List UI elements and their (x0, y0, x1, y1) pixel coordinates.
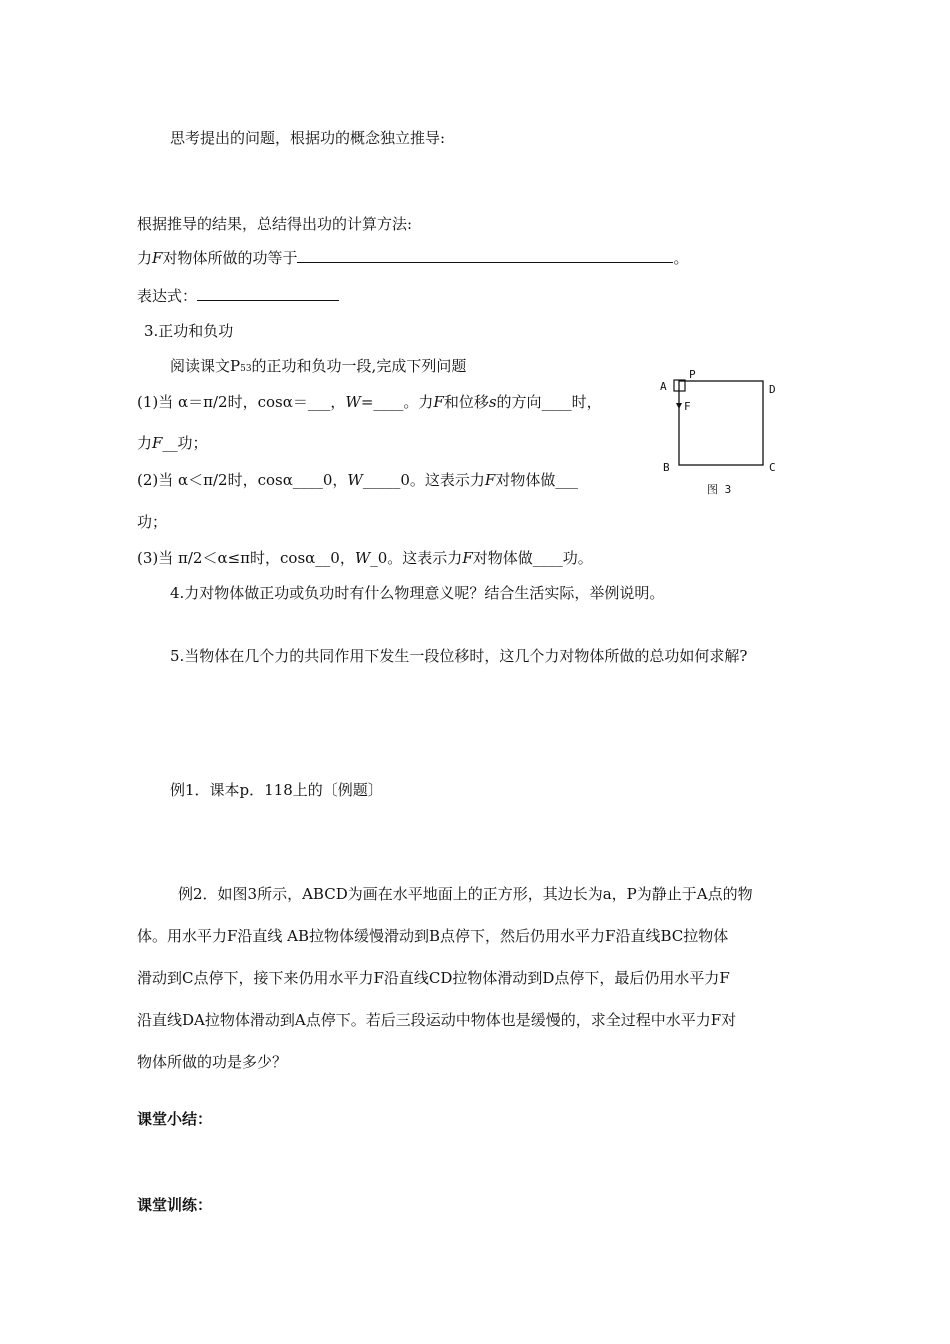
q1-text-1: (1)当 α＝π/2时，cosα＝ (137, 393, 308, 411)
work-definition-line (137, 248, 688, 268)
q2-text-2: 0， (322, 471, 348, 489)
reading-subscript: 53 (240, 364, 252, 374)
reading-line (170, 356, 466, 379)
q3-text-3: 0。这表示力 (377, 549, 463, 567)
q3-f: F (462, 549, 473, 567)
section3-title: 3.正功和负功 (144, 322, 234, 340)
training-title: 课堂训练： (137, 1196, 213, 1214)
expression-blank[interactable] (197, 286, 339, 301)
q1b-blank[interactable]: __ (162, 434, 178, 452)
q3-blank-2[interactable]: _ (370, 549, 378, 567)
reading-before: 阅读课文P (170, 357, 241, 375)
label-p: P (689, 368, 696, 381)
question-1b (137, 433, 207, 453)
q2-text-4: 对物体做 (495, 471, 556, 489)
q1-text-2: ， (330, 393, 346, 411)
q2-blank-2[interactable]: _____ (362, 471, 401, 489)
q3-blank-1[interactable]: __ (315, 549, 331, 567)
label-d: D (769, 383, 776, 396)
q2-w: W (347, 471, 363, 489)
work-prefix: 力 (137, 249, 153, 267)
q1-blank-1[interactable]: ___ (307, 393, 331, 411)
force-arrow-head (676, 403, 682, 409)
question-5: 5.当物体在几个力的共同作用下发生一段位移时，这几个力对物体所做的总功如何求解? (170, 647, 748, 665)
work-answer-blank[interactable] (297, 248, 673, 263)
reading-after: 的正功和负功一段,完成下列问题 (251, 357, 467, 375)
question-1 (137, 392, 602, 412)
question-4: 4.力对物体做正功或负功时有什么物理意义呢？结合生活实际，举例说明。 (170, 584, 665, 602)
example-1: 例1．课本p．118上的〔例题〕 (170, 781, 383, 799)
q1-text-7: 时， (571, 393, 602, 411)
example-2-line-4: 沿直线DA拉物体滑动到A点停下。若后三段运动中物体也是缓慢的，求全过程中水平力F对 (137, 1011, 737, 1029)
q1-w: W (345, 393, 361, 411)
example-2-line-1: 例2．如图3所示，ABCD为画在水平地面上的正方形，其边长为a，P为静止于A点的物 (178, 885, 753, 903)
q2-text-3: 0。这表示力 (400, 471, 485, 489)
q3-w: W (354, 549, 371, 567)
expression-line (137, 286, 339, 306)
conclusion-text: 根据推导的结果，总结得出功的计算方法: (137, 215, 413, 233)
expression-label: 表达式： (137, 287, 198, 305)
q3-text-1: (3)当 π/2＜α≤π时，cosα (137, 549, 316, 567)
q1-f: F (433, 393, 444, 411)
q1-text-5: 和位移 (443, 393, 489, 411)
intro-text: 思考提出的问题，根据功的概念独立推导: (170, 129, 446, 147)
q3-text-5: 功。 (562, 549, 593, 567)
q3-text-2: 0， (330, 549, 355, 567)
example-2-line-5: 物体所做的功是多少？ (137, 1053, 288, 1071)
q2-blank-1[interactable]: ____ (292, 471, 323, 489)
q1-blank-3[interactable]: ____ (541, 393, 572, 411)
question-3 (137, 548, 593, 568)
figure-caption: 图 3 (707, 483, 732, 495)
example-2-line-2: 体。用水平力F沿直线 AB拉物体缓慢滑动到B点停下，然后仍用水平力F沿直线BC拉物体 (137, 927, 729, 945)
q1-text-3: = (360, 393, 374, 411)
label-b: B (663, 461, 670, 474)
q1-blank-2[interactable]: ____ (373, 393, 404, 411)
work-text: 对物体所做的功等于 (162, 249, 298, 267)
q1-s: s (488, 393, 497, 411)
q1b-text-1: 力 (137, 434, 153, 452)
q2-blank-3[interactable]: ___ (555, 471, 578, 489)
q2-f: F (484, 471, 496, 489)
q3-text-4: 对物体做 (472, 549, 533, 567)
q1b-text-2: 功； (177, 434, 208, 452)
q2-text-1: (2)当 α＜π/2时，cosα (137, 471, 293, 489)
label-c: C (769, 461, 776, 474)
square-abcd (679, 381, 763, 465)
example-2-line-3: 滑动到C点停下，接下来仍用水平力F沿直线CD拉物体滑动到D点停下，最后仍用水平力F (137, 969, 730, 987)
q3-blank-3[interactable]: ____ (532, 549, 563, 567)
label-a: A (660, 380, 667, 393)
question-2 (137, 470, 578, 490)
work-end: 。 (673, 249, 689, 267)
question-2b: 功； (137, 513, 168, 531)
q1-text-6: 的方向 (496, 393, 542, 411)
label-f: F (684, 400, 691, 413)
figure-3-diagram (655, 365, 795, 495)
q1b-f: F (152, 434, 163, 452)
force-var: F (152, 249, 163, 267)
q1-text-4: 。力 (403, 393, 434, 411)
summary-title: 课堂小结： (137, 1110, 213, 1128)
